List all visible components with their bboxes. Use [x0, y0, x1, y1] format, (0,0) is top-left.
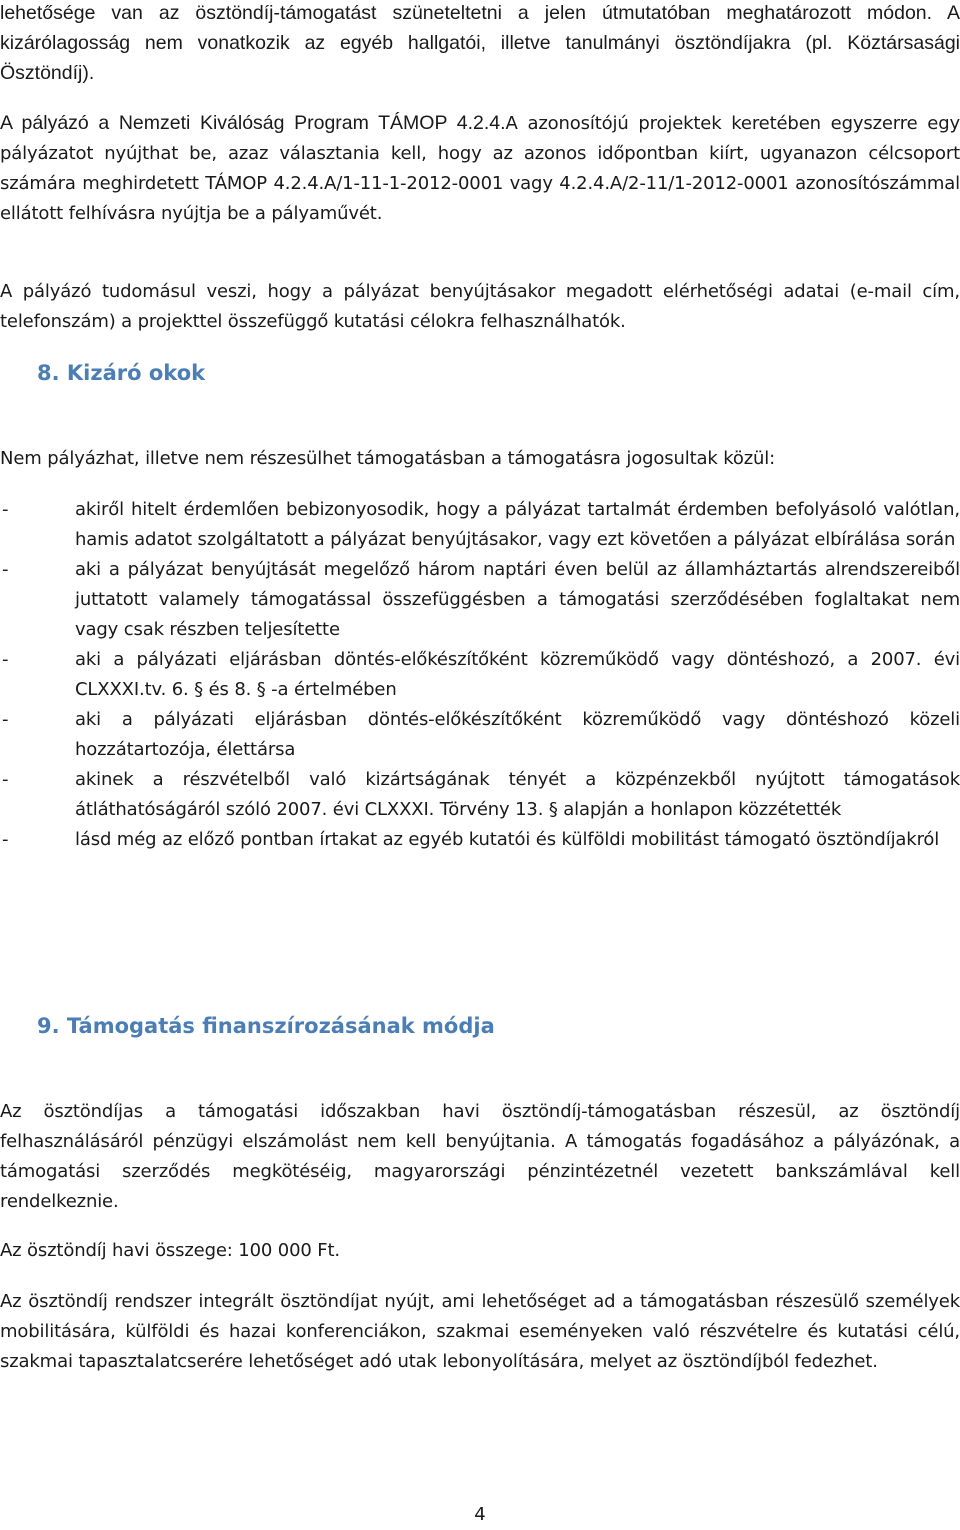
list-dash: -	[2, 499, 9, 520]
list-dash: -	[2, 769, 9, 790]
list-item: - aki a pályázati eljárásban döntés-előkészítőként közreműködő vagy döntéshozó közeli hozzátartozója, élettársa	[0, 705, 960, 765]
intro-paragraph-2-rest: A azonosítójú projektek keretében egyszerre egy pályázatot nyújthat be, azaz választania kell, hogy az azonos időpontban kiírt, ugyanazon célcsoport számára meghirdetett TÁMOP 4.2.4.A/1-11-1-2012-0001 vagy 4.2.4.A/2-11/1-2012-0001 azonosítószámmal ellátott felhívásra nyújtja be a pályaművét.	[0, 113, 960, 224]
section-8-heading	[37, 358, 205, 388]
intro-paragraph-2-lead: A pályázó a Nemzeti Kiválóság Program TÁMOP 4.2.4.	[0, 112, 506, 134]
section-9-number: 9.	[37, 1014, 60, 1038]
page-number: 4	[474, 1504, 486, 1525]
section-9-paragraph-1: Az ösztöndíjas a támogatási időszakban havi ösztöndíj-támogatásban részesül, az ösztöndíj felhasználásáról pénzügyi elszámolást nem kell benyújtania. A támogatás fogadásához a pályázónak, a támogatási szerződés megkötéséig, magyarországi pénzintézetnél vezetett bankszámlával kell rendelkeznie.	[0, 1101, 960, 1212]
list-item: - aki a pályázati eljárásban döntés-előkészítőként közreműködő vagy döntéshozó, a 2007. évi CLXXXI.tv. 6. § és 8. § -a értelmében	[0, 645, 960, 705]
section-8-lead: Nem pályázhat, illetve nem részesülhet támogatásban a támogatásra jogosultak közül:	[0, 448, 776, 469]
section-8-number: 8.	[37, 361, 60, 385]
list-item: - lásd még az előző pontban írtakat az egyéb kutatói és külföldi mobilitást támogató ösztöndíjakról	[0, 825, 960, 855]
list-item: - akinek a részvételből való kizártságának tényét a közpénzekből nyújtott támogatások átláthatóságáról szóló 2007. évi CLXXXI. Törvény 13. § alapján a honlapon közzétették	[0, 765, 960, 825]
list-item: - aki a pályázat benyújtását megelőző három naptári éven belül az államháztartás alrendszereiből juttatott valamely támogatással összefüggésben a támogatási szerződésében foglaltakat nem vagy csak részben teljesítette	[0, 555, 960, 645]
section-9-paragraph-2: Az ösztöndíj havi összege: 100 000 Ft.	[0, 1240, 340, 1261]
intro-paragraph-3: A pályázó tudomásul veszi, hogy a pályázat benyújtásakor megadott elérhetőségi adatai (e-mail cím, telefonszám) a projekttel összefüggő kutatási célokra felhasználhatók.	[0, 281, 960, 332]
section-9-title: Támogatás finanszírozásának módja	[66, 1014, 495, 1038]
intro-paragraph-1: lehetősége van az ösztöndíj-támogatást szüneteltetni a jelen útmutatóban meghatározott módon. A kizárólagosság nem vonatkozik az egyéb hallgatói, illetve tanulmányi ösztöndíjakra (pl. Köztársasági Ösztöndíj).	[0, 2, 960, 84]
section-9-paragraph-3: Az ösztöndíj rendszer integrált ösztöndíjat nyújt, ami lehetőséget ad a támogatásban részesülő személyek mobilitására, külföldi és hazai konferenciákon, szakmai eseményeken való részvételre és kutatási célú, szakmai tapasztalatcserére lehetőséget adó utak lebonyolítására, melyet az ösztöndíjból fedezhet.	[0, 1291, 960, 1372]
list-dash: -	[2, 649, 9, 670]
list-dash: -	[2, 829, 9, 850]
list-item: - akiről hitelt érdemlően bebizonyosodik, hogy a pályázat tartalmát érdemben befolyásoló valótlan, hamis adatot szolgáltatott a pályázat benyújtásakor, vagy ezt követően a pályázat elbírálása során	[0, 495, 960, 555]
list-dash: -	[2, 709, 9, 730]
list-dash: -	[2, 559, 9, 580]
section-9-heading	[37, 1011, 495, 1041]
intro-paragraph-2	[0, 108, 960, 229]
exclusion-list	[0, 495, 960, 855]
section-8-title: Kizáró okok	[66, 361, 206, 385]
